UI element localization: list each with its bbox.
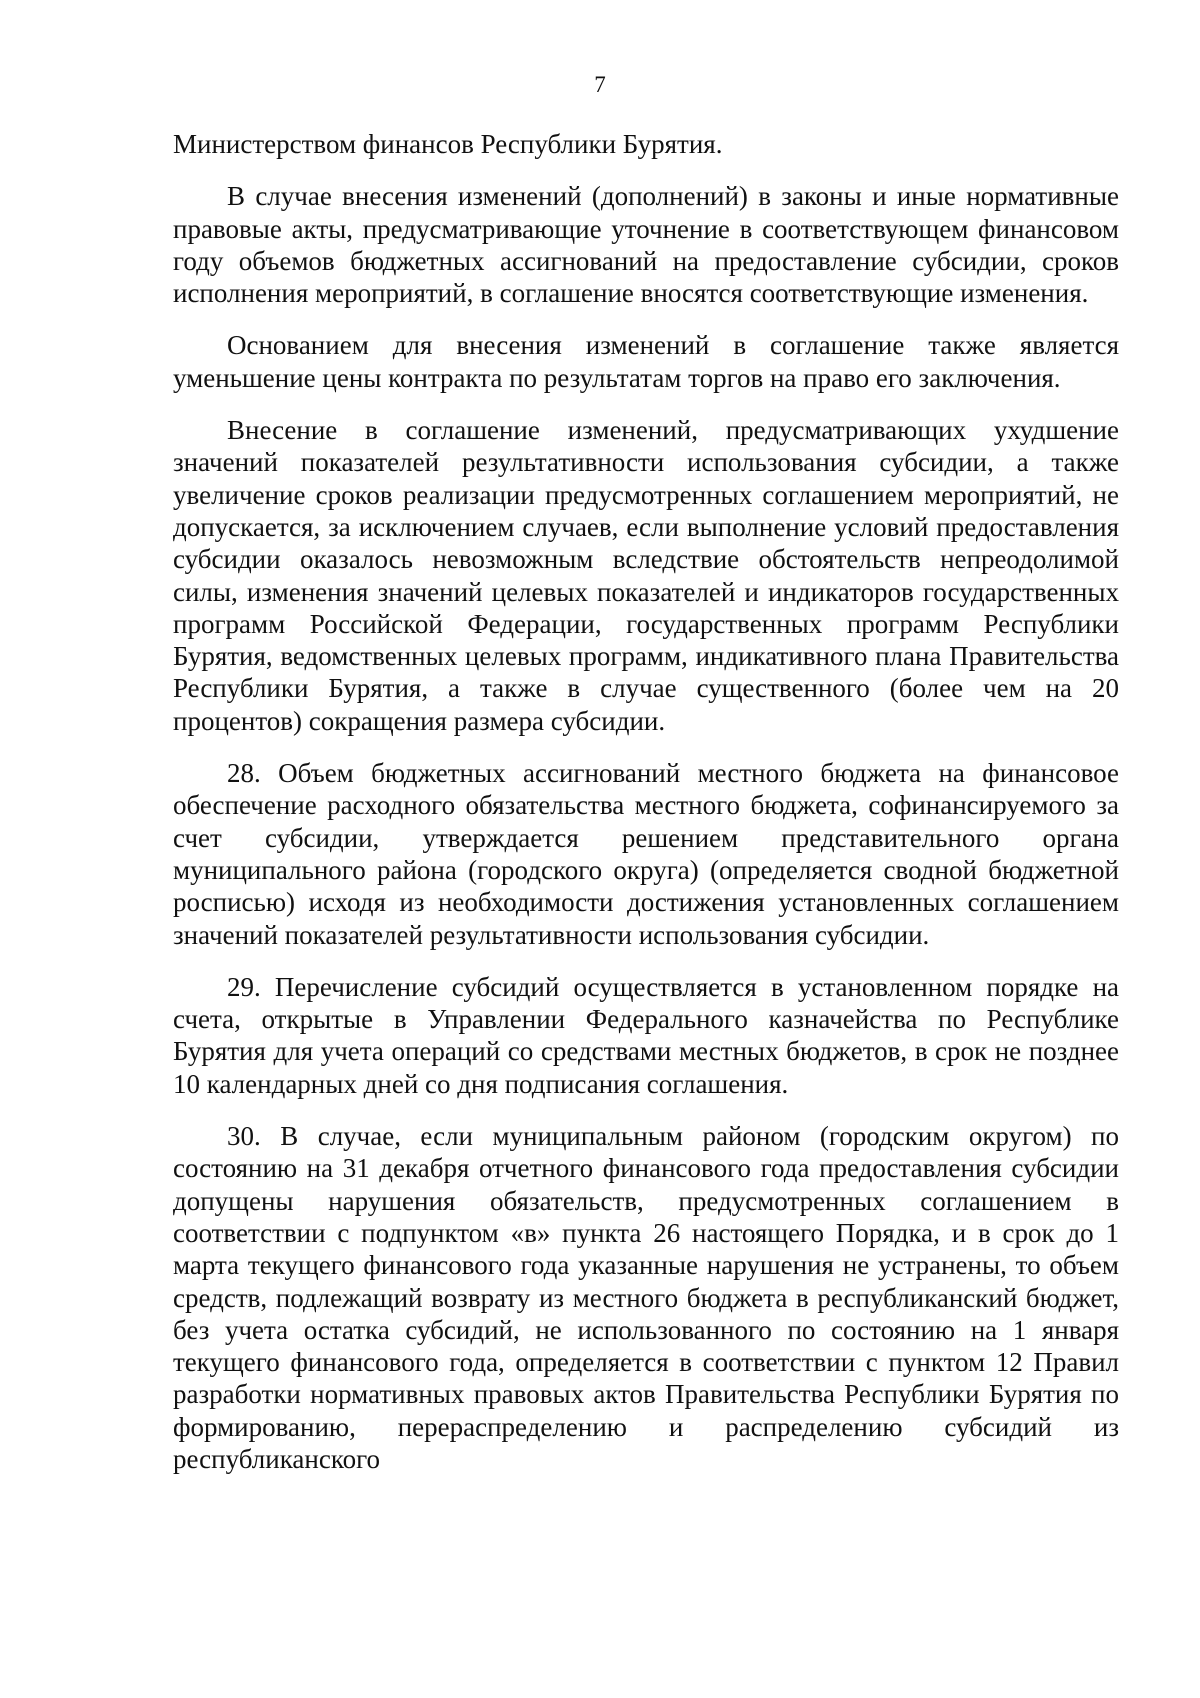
- paragraph-30: 30. В случае, если муниципальным районом (городским округом) по состоянию на 31 декабря отчетного финансового года предоставления субсидии допущены нарушения обязательств, предусмотренных соглашением в соответствии с подпунктом «в» пункта 26 настоящего Порядка, и в срок до 1 марта текущего финансового года указанные нарушения не устранены, то объем средств, подлежащий возврату из местного бюджета в республиканский бюджет, без учета остатка субсидий, не использованного по состоянию на 1 января текущего финансового года, определяется в соответствии с пунктом 12 Правил разработки нормативных правовых актов Правительства Республики Бурятия по формированию, перераспределению и распределению субсидий из республиканского: [173, 1121, 1119, 1474]
- document-body: [173, 128, 1119, 1475]
- page-number: 7: [594, 72, 606, 97]
- paragraph-grounds: Основанием для внесения изменений в соглашение также является уменьшение цены контракта по результатам торгов на право его заключения.: [173, 330, 1119, 393]
- paragraph-restrictions: Внесение в соглашение изменений, предусматривающих ухудшение значений показателей результативности использования субсидии, а также увеличение сроков реализации предусмотренных соглашением мероприятий, не допускается, за исключением случаев, если выполнение условий предоставления субсидии оказалось невозможным вследствие обстоятельств непреодолимой силы, изменения значений целевых показателей и индикаторов государственных программ Российской Федерации, государственных программ Республики Бурятия, ведомственных целевых программ, индикативного плана Правительства Республики Бурятия, а также в случае существенного (более чем на 20 процентов) сокращения размера субсидии.: [173, 415, 1119, 736]
- paragraph-29: 29. Перечисление субсидий осуществляется в установленном порядке на счета, открытые в Управлении Федерального казначейства по Республике Бурятия для учета операций со средствами местных бюджетов, в срок не позднее 10 календарных дней со дня подписания соглашения.: [173, 971, 1119, 1099]
- paragraph-amendments: В случае внесения изменений (дополнений) в законы и иные нормативные правовые акты, предусматривающие уточнение в соответствующем финансовом году объемов бюджетных ассигнований на предоставление субсидии, сроков исполнения мероприятий, в соглашение вносятся соответствующие изменения.: [173, 181, 1119, 309]
- paragraph-28: 28. Объем бюджетных ассигнований местного бюджета на финансовое обеспечение расходного обязательства местного бюджета, софинансируемого за счет субсидии, утверждается решением представительного органа муниципального района (городского округа) (определяется сводной бюджетной росписью) исходя из необходимости достижения установленных соглашением значений показателей результативности использования субсидии.: [173, 758, 1119, 950]
- paragraph-continuation: Министерством финансов Республики Бурятия.: [173, 129, 723, 159]
